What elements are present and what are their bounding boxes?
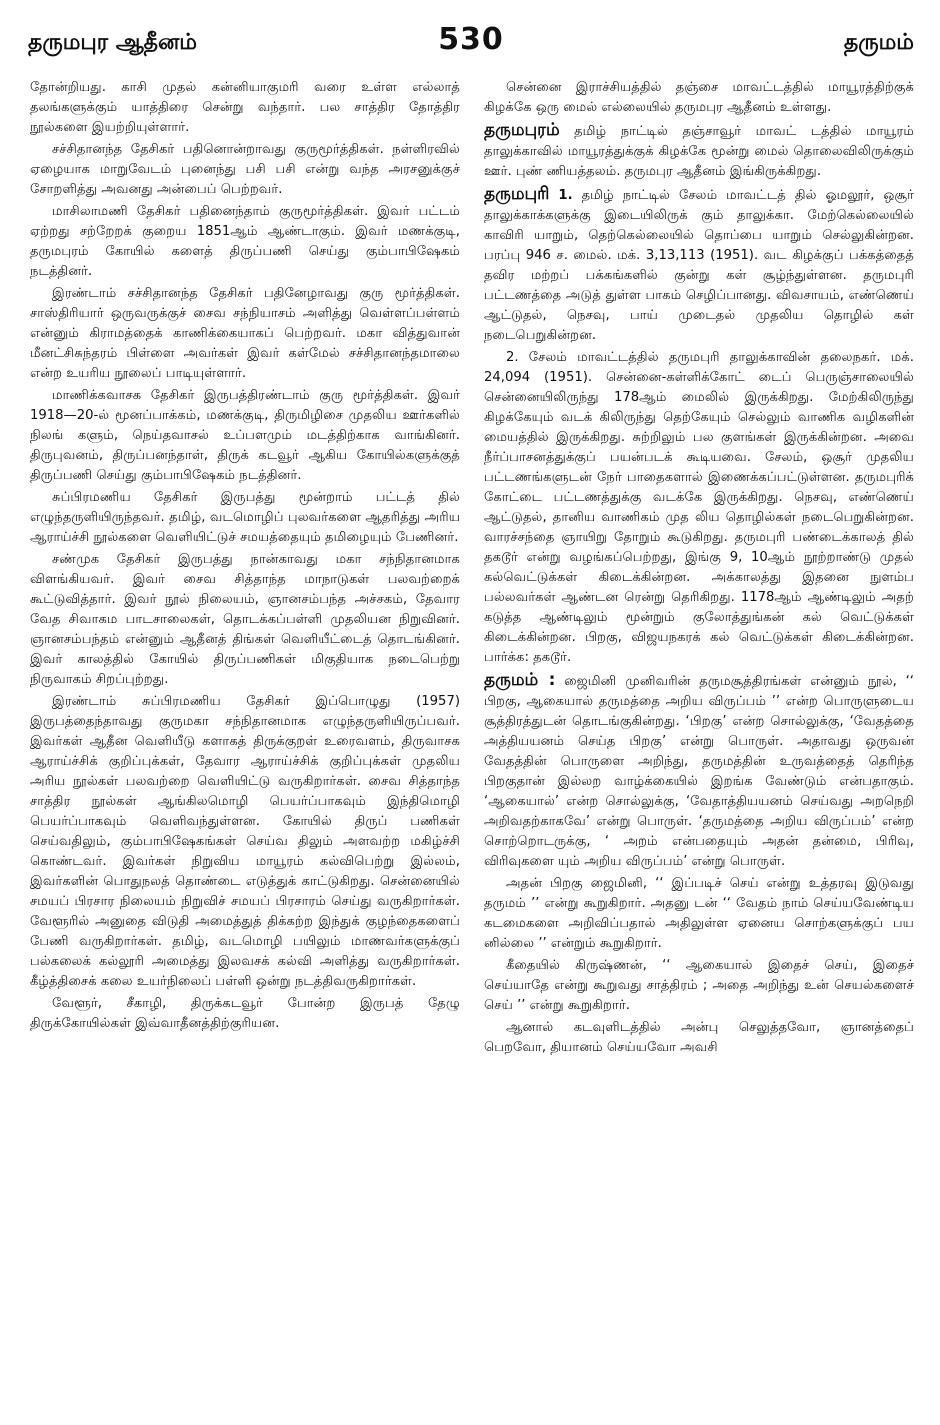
- paragraph: மாசிலாமணி தேசிகர் பதினைந்தாம் குருமூர்த்திகள். இவர் பட்டம் ஏற்றது சற்றேறக் குறைய 1851ஆம் ஆண்டாகும். இவர் மணக்குடி, தருமபுரம் கோயில் களைத் திருப்பணி செய்து கும்பாபிஷேகம் நடத்தினர்.: [30, 204, 460, 279]
- running-head-right: தருமம்: [843, 30, 914, 55]
- entry-dharmapuri: [484, 184, 914, 346]
- paragraph: மாணிக்கவாசக தேசிகர் இருபத்திரண்டாம் குரு மூர்த்திகள். இவர் 1918—20-ல் மூனப்பாக்கம், மணக்குடி, திருமிழிசை முதலிய ஊர்களில் நிலங் களும், நெய்தவாசல் உப்பளமும் மடத்திற்காக வாங்கினர். திருபுவனம், திருப்பனந்தாள், திருக் கடவூர் ஆகிய கோயில்களுக்குத் திருப்பணி செய்து கும்பாபிஷேகம் நடத்தினர்.: [30, 388, 460, 483]
- entry-dharmapuram: [484, 120, 914, 182]
- paragraph: இரண்டாம் சுப்பிரமணிய தேசிகர் இப்பொழுது (1957) இருபத்தைந்தாவது குருமகா சந்நிதானமாக எழுந்தருளியிருப்பவர். இவர்கள் ஆதீன வெளியீடு களாகத் திருக்குறள் உரைவளம், திருவாசக ஆராய்ச்சிக் குறிப்புக்கள், தேவார ஆராய்ச்சிக் குறிப்புக்கள் முதலிய அரிய நூல்கள் பலவற்றை வெளியிட்டு வருகிறார்கள். சைவ சித்தாந்த சாத்திர நூல்கள் ஆங்கிலமொழி பெயர்ப்பாகவும் இந்திமொழி பெயர்ப்பாகவும் வெளிவந்துள்ளன. கோயில் திருப் பணிகள் செய்வதிலும், கும்பாபிஷேகங்கள் செய்வ திலும் அளவற்ற மகிழ்ச்சி கொண்டவர். இவர்கள் நிறுவிய மாயூரம் கல்விபெற்று இல்லம், இவர்களின் பொதுநலத் தொண்டை எடுத்துக் காட்டுகிறது. சென்னையில் சமயப் பிரசார நிலையம் நிறுவிச் சமயப் பிரசாரம் செய்து வருகிறார்கள். வேளூரில் அனுதை விடுதி அமைத்துத் திக்கற்ற இந்துக் குழந்தைகளைப் பேணி வருகிறார்கள். தமிழ், வடமொழி பயிலும் மாணவர்களுக்குப் பல்கலைக் கல்லூரி அமைத்து இலவசக் கல்வி அளித்து வருகிறார்கள். கீழ்த்திசைக் கலை உயர்நிலைப் பள்ளி ஒன்று நடத்திவருகிறார்கள்.: [30, 694, 460, 989]
- entry-text: தமிழ் நாட்டில் சேலம் மாவட்டத் தில் ஓமலூர், ஒசூர் தாலுக்காக்களுக்கு இடையிலிருக் கும் தாலுக்கா. மேற்கெல்லையில் காவிரி யாறும், தெற்கெல்லையில் தொப்பை யாறும் செல்லுகின்றன. பரப்பு 946 ச. மைல். மக். 3,13,113 (1951). வட கிழக்குப் பக்கத்தைத் தவிர மற்றப் பக்கங்களில் குன்று கள் சூழ்ந்துள்ளன. தருமபுரி பட்டணத்தை அடுத் துள்ள பாகம் செழிப்பானது. விவசாயம், எண்ணெய் ஆட்டுதல், நெசவு, பாய் முடைதல் முதலிய தொழில் கள் நடைபெறுகின்றன.: [484, 188, 914, 343]
- paragraph: அதன் பிறகு ஜைமினி, ‘‘ இப்படிச் செய் என்று உத்தரவு இடுவது தருமம் ’’ என்று கூறுகிறார். அதனு டன் ‘‘ வேதம் நாம் செய்யவேண்டிய கடமைகளை அறிவிப்பதால் அதிலுள்ள ஏனைய சொற்களுக்குப் பய னில்லை ’’ என்றும் கூறுகிறார்.: [484, 876, 914, 951]
- paragraph: கீதையில் கிருஷ்ணன், ‘‘ ஆகையால் இதைச் செய், இதைச் செய்யாதே என்று கூறுவது சாத்திரம் ; அதை அறிந்து உன் செயல்களைச் செய் ’’ என்று கூறுகிறார்.: [484, 958, 914, 1013]
- page-number: 530: [438, 22, 504, 57]
- entry-term: தருமம் :: [484, 670, 556, 690]
- paragraph: ஆனால் கடவுளிடத்தில் அன்பு செலுத்தவோ, ஞானத்தைப் பெறவோ, தியானம் செய்யவோ அவசி: [484, 1020, 914, 1055]
- paragraph: சண்முக தேசிகர் இருபத்து நான்காவது மகா சந்நிதானமாக விளங்கியவர். இவர் சைவ சித்தாந்த மாநாடுகள் பலவற்றைக் கூட்டுவித்தார். இவர் நூல் நிலையம், ஞானசம்பந்த அச்சகம், தேவார வேத சிவாகம பாடசாலைகள், தொடக்கப்பள்ளி முதலியன நிறுவினர். ஞானசம்பந்தம் என்னும் ஆதீனத் திங்கள் வெளியீட்டைத் தொடங்கினர். இவர் காலத்தில் கோயில் திருப்பணிகள் மிகுதியாக நடைபெற்று நிருவாகம் சிறப்புற்றது.: [30, 552, 460, 687]
- paragraph: இரண்டாம் சச்சிதானந்த தேசிகர் பதினேழாவது குரு மூர்த்திகள். சாஸ்திரியார் ஒருவருக்குச் சைவ சந்நியாசம் அளித்து வெள்ளப்பள்ளம் என்னும் கிராமத்தைக் காணிக்கையாகப் பெற்றவர். மகா வித்துவான் மீனட்சிசுந்தரம் பிள்ளை அவர்கள் இவர் கள்மேல் சச்சிதானந்தமாலை என்ற உயரிய நூலைப் பாடியுள்ளார்.: [30, 286, 460, 381]
- entry-text: ஜைமினி முனிவரின் தருமசூத்திரங்கள் என்னும் நூல், ‘‘ பிறகு, ஆகையால் தருமத்தை அறிய விருப்பம் ’’ என்ற பொருளுடைய சூத்திரத்துடன் தொடங்குகின்றது. ‘பிறகு’ என்ற சொல்லுக்கு, ‘வேதத்தை அத்தியயனம் செய்த பிறகு’ என்று பொருள். அதாவது ஒருவன் வேதத்தின் பொருளை அறிந்து, தருமத்தின் உருவத்தைத் தெரிந்த பிறகுதான் இல்லற வாழ்க்கையில் இறங்க வேண்டும் என்பதாகும். ‘ஆகையால்’ என்ற சொல்லுக்கு, ‘வேதாத்தியயனம் செய்வது அறநெறி அறிவதற்காகவே’ என்று பொருள். ‘தருமத்தை அறிய விருப்பம்’ என்ற சொற்றொடருக்கு, ‘ அறம் என்பதையும் அதன் தன்மை, பிரிவு, விரிவுகளை யும் அறிய விருப்பம்’ என்று பொருள்.: [484, 674, 914, 869]
- paragraph: தோன்றியது. காசி முதல் கன்னியாகுமரி வரை உள்ள எல்லாத் தலங்களுக்கும் யாத்திரை சென்று வந்தார். பல சாத்திர தோத்திர நூல்களை இயற்றியுள்ளார்.: [30, 80, 460, 135]
- paragraph: சச்சிதானந்த தேசிகர் பதினொன்றாவது குருமூர்த்திகள். நள்ளிரவில் ஏழையாக மாறுவேடம் புனைந்து பசி பசி என்று வந்த அரசனுக்குச் சோறளித்து அவனது அன்பைப் பெற்றவர்.: [30, 142, 460, 197]
- entry-term: தருமபுரி: [484, 184, 550, 204]
- paragraph: 2. சேலம் மாவட்டத்தில் தருமபுரி தாலுக்காவின் தலைநகர். மக். 24,094 (1951). சென்னை-கள்ளிக்கோட் டைப் பெருஞ்சாலையில் சென்னையிலிருந்து 178ஆம் மைலில் இருக்கிறது. மேற்கிலிருந்து கிழக்கேயும் வடக் கிலிருந்து தெற்கேயும் செல்லும் வாணிக வழிகளின் மையத்தில் இருக்கிறது. சுற்றிலும் பல குளங்கள் இருக்கின்றன. அவை நீர்ப்பாசனத்துக்குப் பயன்படக் கூடியவை. சேலம், ஒசூர் முதலிய பட்டணங்களுடன் நேர் பாதைகளால் இணைக்கப்பட்டுள்ளன. தருமபுரிக் கோட்டை பட்டணத்துக்கு வடக்கே இருக்கிறது. நெசவு, எண்ணெய் ஆட்டுதல், தானிய வாணிகம் முத லிய தொழில்கள் நடைபெறுகின்றன. வாரச்சந்தை ஞாயிறு தோறும் கூடுகிறது. தருமபுரி பண்டைக்காலத் தில் தகடூர் என்று வழங்கப்பெற்றது, இங்கு 9, 10ஆம் நூற்றாண்டு முதல் கல்வெட்டுக்கள் கிடைக்கின்றன. அக்காலத்து இதனை நுளம்ப பல்லவர்கள் ஆண்டன ரென்று தெரிகிறது. 1178ஆம் ஆண்டிலும் அதற் கடுத்த ஆண்டிலும் மூன்றும் குலோத்துங்கன் கல் வெட்டுக்கள் கிடைக்கின்றன. பிறகு, விஜயநகரக் கல் வெட்டுக்கள் கிடைக்கின்றன. பார்க்க: தகடூர்.: [484, 350, 914, 665]
- page-header: [28, 22, 914, 66]
- entry-term: தருமபுரம்: [484, 120, 560, 140]
- entry-text: தமிழ் நாட்டில் தஞ்சாவூர் மாவட் டத்தில் மாயூரம் தாலுக்காவில் மாயூரத்துக்குக் கிழக்கே மூன்று மைல் தொலைவிலிருக்கும் ஊர். புண் ணியத்தலம். தருமபுர ஆதீனம் இங்கிருக்கிறது.: [484, 124, 914, 179]
- paragraph: சுப்பிரமணிய தேசிகர் இருபத்து மூன்றாம் பட்டத் தில் எழுந்தருளியிருந்தவர். தமிழ், வடமொழிப் புலவர்களை ஆதரித்து அரிய ஆராய்ச்சி நூல்களை வெளியிட்டுச் சமயத்தையும் தமிழையும் பேணினர்.: [30, 490, 460, 545]
- paragraph: சென்னை இராச்சியத்தில் தஞ்சை மாவட்டத்தில் மாயூரத்திற்குக் கிழக்கே ஒரு மைல் எல்லையில் தருமபுர ஆதீனம் உள்ளது.: [484, 80, 914, 115]
- running-head-left: தருமபுர ஆதீனம்: [28, 30, 198, 55]
- left-column: [30, 78, 460, 1408]
- entry-number: 1.: [558, 188, 573, 203]
- right-column: [484, 78, 914, 1408]
- paragraph: வேளூர், சீகாழி, திருக்கடவூர் போன்ற இருபத் தேழு திருக்கோயில்கள் இவ்வாதீனத்திற்குரியன.: [30, 996, 460, 1031]
- entry-dharmam: [484, 670, 914, 872]
